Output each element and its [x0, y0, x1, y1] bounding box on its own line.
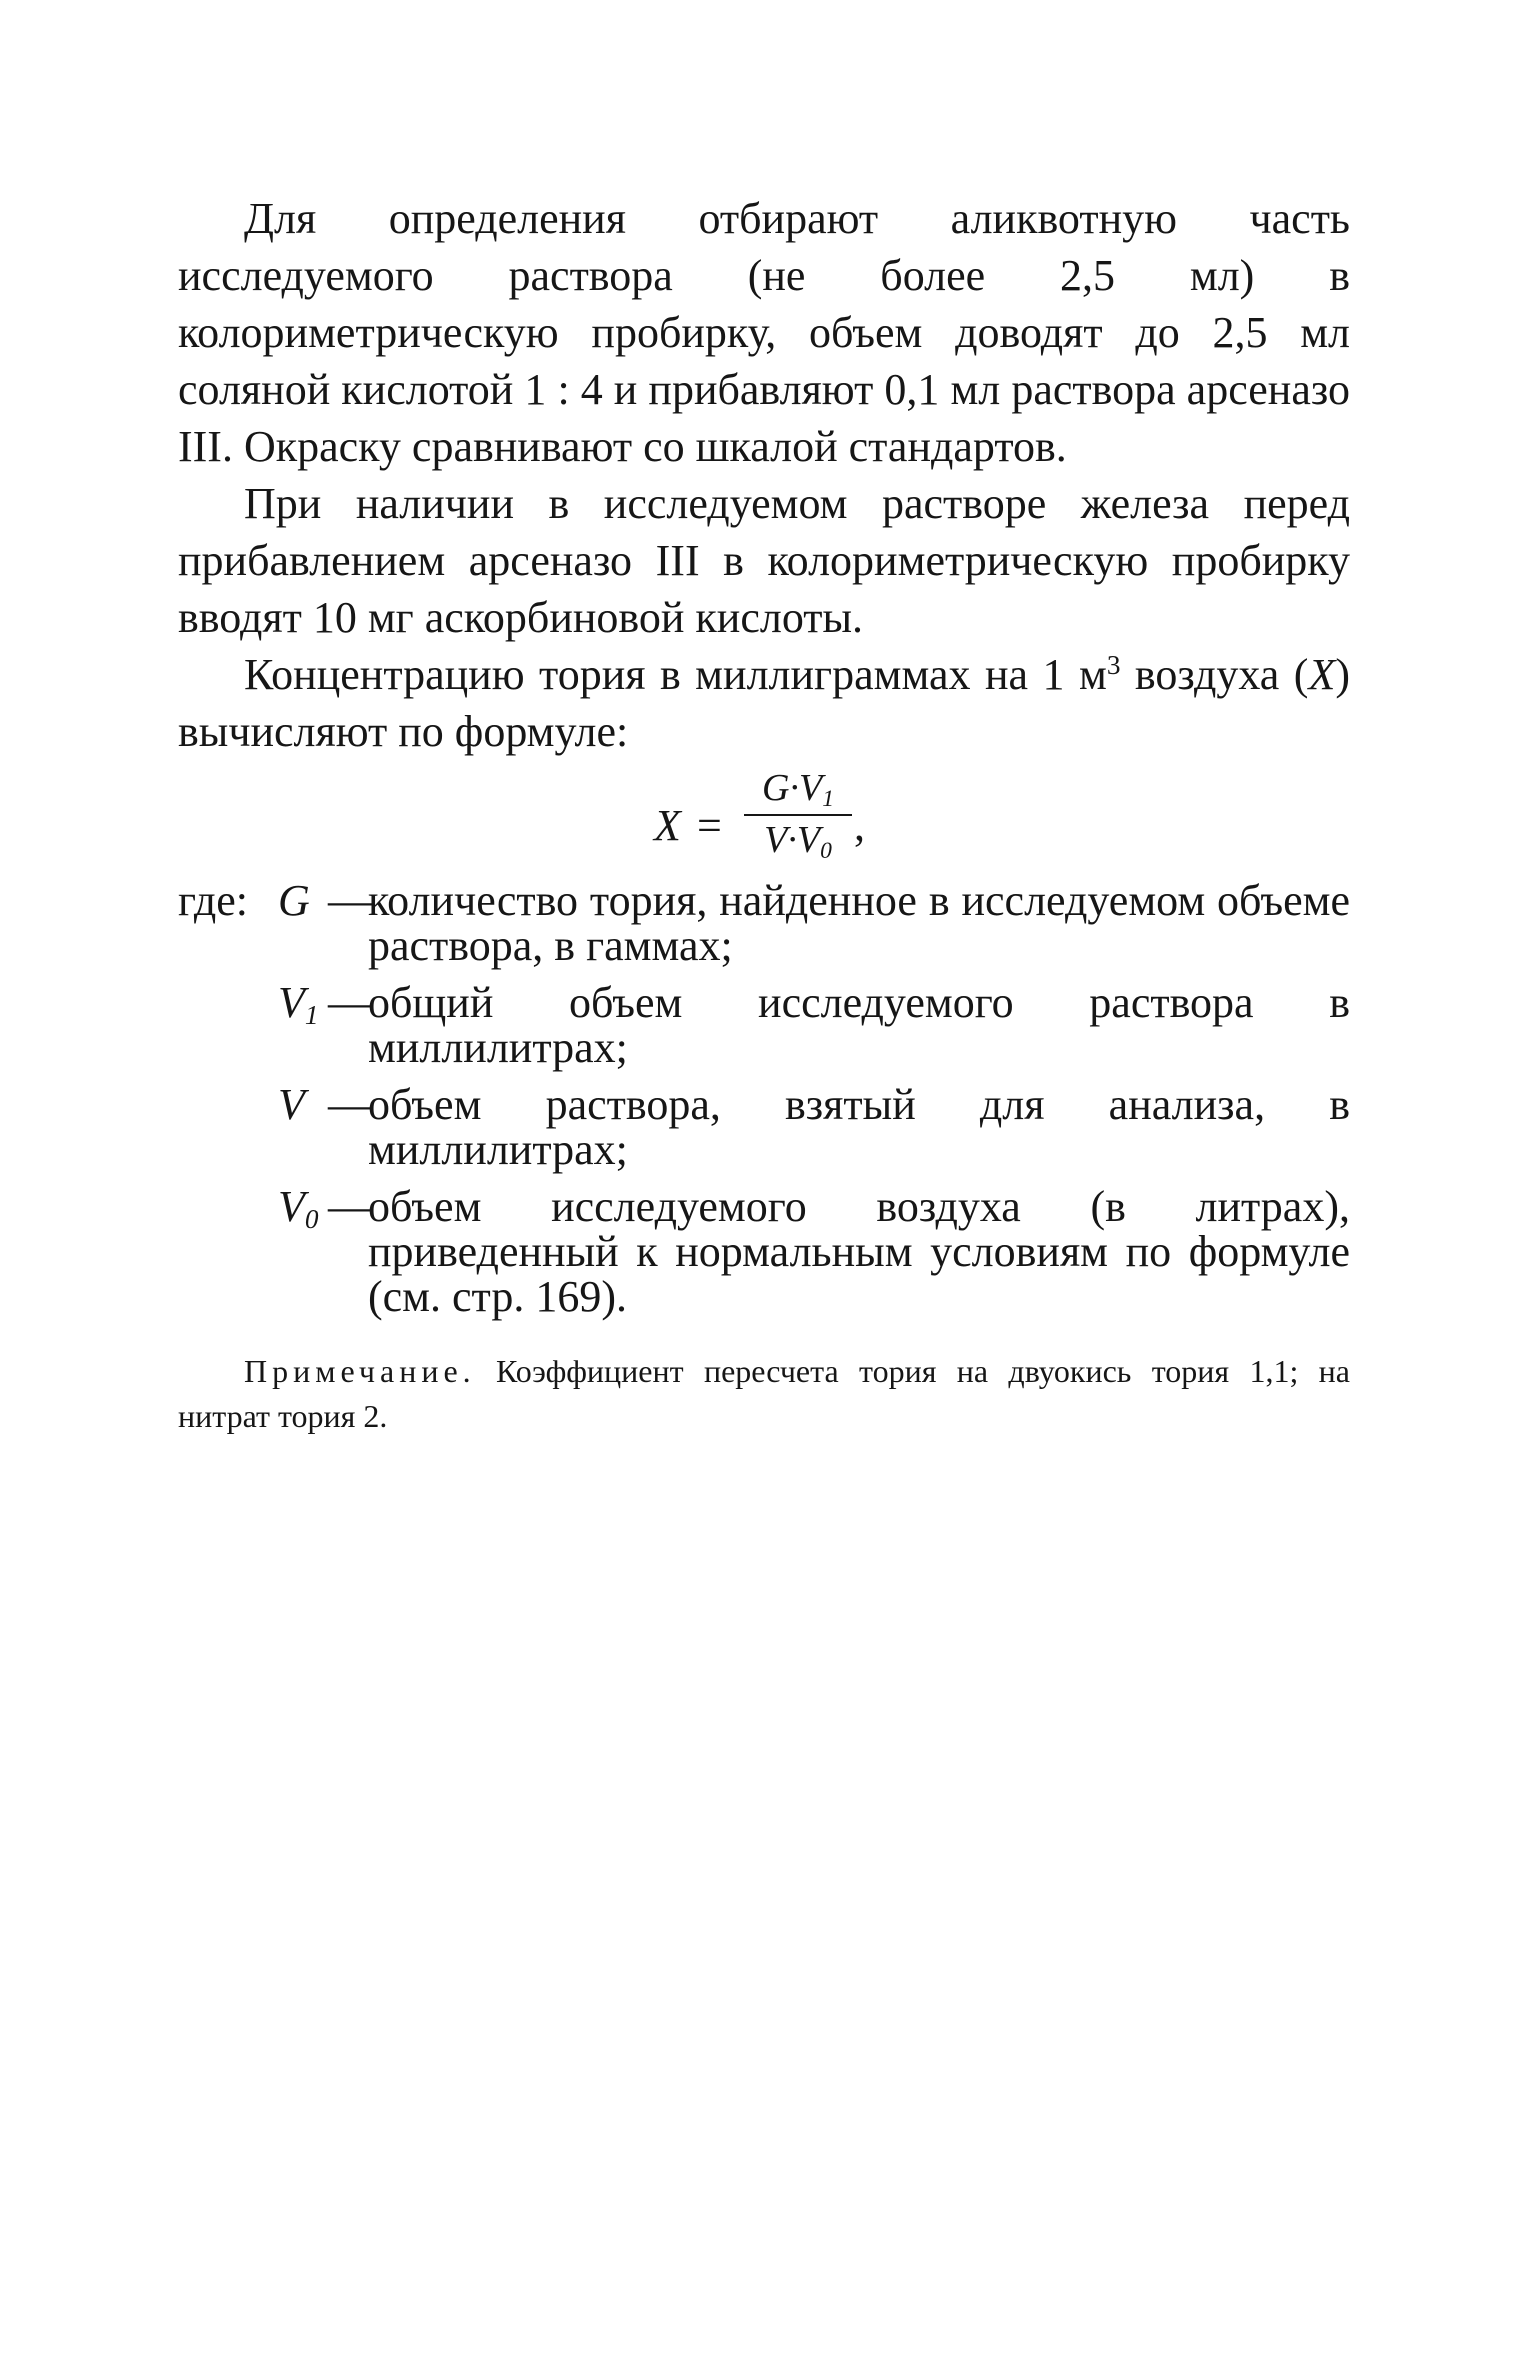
note-text: Коэффициент пересчета тория на двуокись тория 1,1; на нитрат тория 2.: [178, 1353, 1350, 1434]
definition-symbol: $V_1$: [278, 978, 319, 1030]
definition-text: общий объем исследуемого раствора в миллилитрах;: [368, 978, 1350, 1072]
formula-comma: ,: [854, 801, 865, 850]
definition-text: количество тория, найденное в исследуемом объеме раствора, в гаммах;: [368, 876, 1350, 970]
definition-g: [178, 878, 1350, 968]
definition-dash: —: [328, 1080, 372, 1129]
note-label: Примечание.: [244, 1353, 476, 1389]
paragraph-concentration-text-2: воздуха (: [1120, 650, 1309, 699]
definition-v0: [178, 1184, 1350, 1319]
formula-fraction: [744, 766, 852, 862]
formula-denominator-sub: 0: [820, 837, 832, 864]
formula-lhs: X: [654, 801, 681, 850]
definition-text: объем раствора, взятый для анализа, в миллилитрах;: [368, 1080, 1350, 1174]
formula-denominator-main: V·V: [764, 819, 821, 861]
definitions-list: [178, 878, 1350, 1319]
paragraph-iron-note: При наличии в исследуемом растворе железа перед прибавлением арсеназо III в колориметрическую пробирку вводят 10 мг аскорбиновой кислоты.: [178, 479, 1350, 642]
cubic-superscript: 3: [1106, 650, 1121, 680]
formula-denominator: [744, 818, 852, 862]
definition-v1: [178, 980, 1350, 1070]
definition-dash: —: [328, 978, 372, 1027]
definition-symbol: G: [278, 876, 310, 925]
formula-numerator-sub: 1: [822, 785, 834, 812]
formula-equals: =: [697, 801, 722, 850]
paragraph-concentration-text: Концентрацию тория в миллиграммах на 1 м: [244, 650, 1107, 699]
fraction-bar: [744, 814, 852, 816]
paragraph-method: Для определения отбирают аликвотную часть исследуемого раствора (не более 2,5 мл) в колориметрическую пробирку, объем доводят до 2,5 мл соляной кислотой 1 : 4 и прибавляют 0,1 мл раствора арсеназо III. Окраску сравнивают со шкалой стандартов.: [178, 194, 1350, 471]
definition-symbol: V: [278, 1080, 305, 1129]
definition-v: [178, 1082, 1350, 1172]
variable-x: X: [1308, 650, 1336, 699]
definition-text: объем исследуемого воздуха (в литрах), приведенный к нормальным условиям по формуле (см. стр. 169).: [368, 1182, 1350, 1321]
definition-dash: —: [328, 1182, 372, 1231]
formula: [178, 766, 1350, 878]
definition-symbol: $V_0$: [278, 1182, 319, 1234]
definition-dash: —: [328, 876, 372, 925]
formula-numerator-main: G·V: [762, 767, 823, 809]
footnote-remark: [178, 1349, 1350, 1439]
paragraph-concentration: [178, 646, 1350, 760]
formula-numerator: [744, 766, 852, 810]
where-label: где:: [178, 876, 248, 925]
document-page: [178, 190, 1350, 1471]
paragraph-concentration-end: ) вычисляют по формуле:: [178, 650, 1350, 756]
